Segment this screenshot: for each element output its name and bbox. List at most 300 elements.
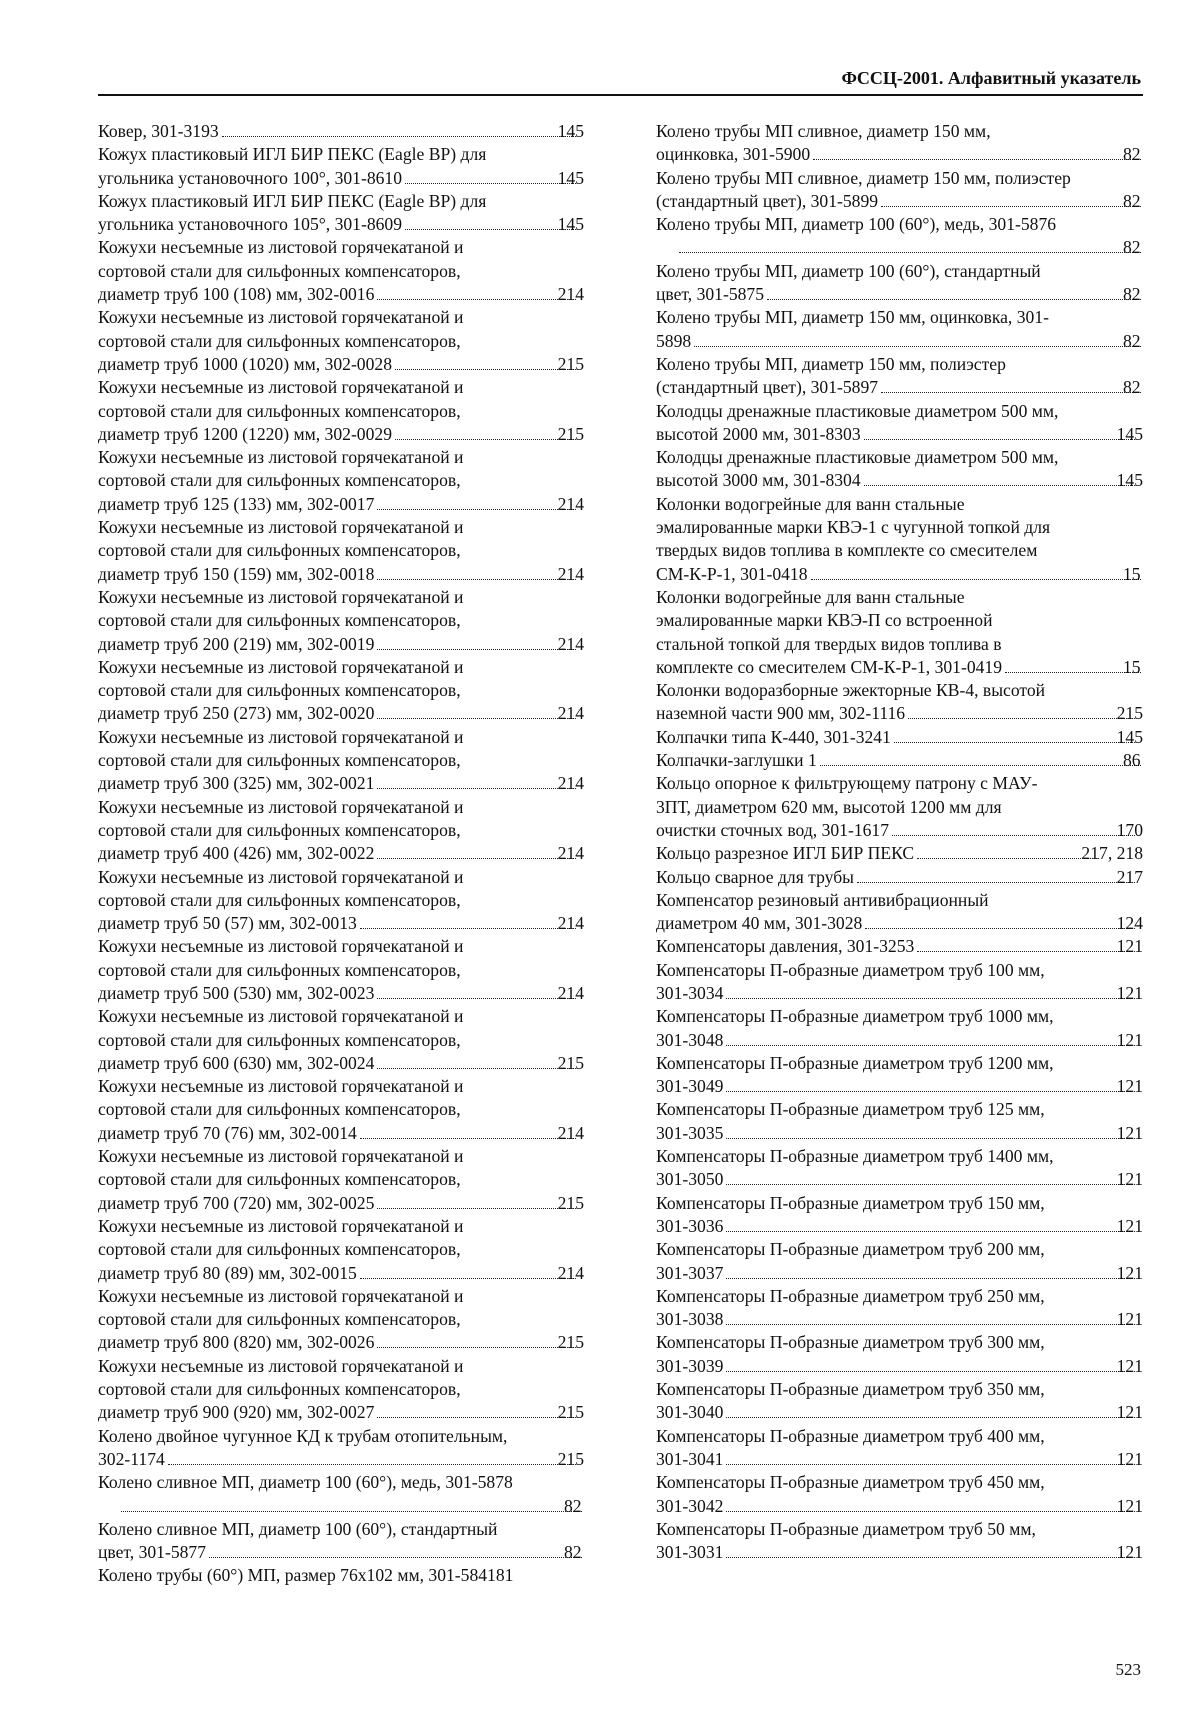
- index-entry: [656, 1285, 1143, 1332]
- entry-page: 121: [1116, 982, 1143, 1003]
- index-column-right: [656, 120, 1143, 1564]
- dot-leader: [864, 485, 1135, 486]
- entry-text: оцинковка, 301-5900: [656, 144, 811, 165]
- entry-line: Компенсаторы П-образные диаметром труб 350 мм,: [656, 1379, 1045, 1400]
- index-entry: [98, 1075, 584, 1145]
- index-entry: [656, 1425, 1143, 1472]
- entry-line: [98, 423, 584, 446]
- entry-text: 302-1174: [98, 1448, 165, 1469]
- entry-line: сортовой стали для сильфонных компенсаторов,: [98, 1379, 461, 1400]
- dot-leader: [726, 1324, 1134, 1325]
- dot-leader: [377, 718, 575, 719]
- dot-leader: [726, 1464, 1134, 1465]
- entry-line: Кожухи несъемные из листовой горячекатаной и: [98, 1076, 464, 1097]
- entry-page: 214: [557, 1262, 584, 1283]
- entry-line: комплекте со смесителем СМ-К-Р-1, 301-0419 15: [676, 656, 1143, 679]
- index-entry: [98, 726, 584, 796]
- dot-leader: [209, 1557, 582, 1558]
- entry-line: Компенсаторы П-образные диаметром труб 400 мм,: [656, 1425, 1045, 1446]
- entry-page: 217: [1116, 866, 1143, 887]
- entry-page: 121: [1116, 1448, 1143, 1469]
- entry-page: 215: [557, 1192, 584, 1213]
- entry-page: 215: [557, 1448, 584, 1469]
- entry-line: сортовой стали для сильфонных компенсаторов,: [98, 889, 461, 910]
- entry-line: Кожухи несъемные из листовой горячекатаной и: [98, 936, 464, 957]
- dot-leader: [377, 299, 575, 300]
- entry-line: Кожух пластиковый ИГЛ БИР ПЕКС (Eagle BP) для: [98, 144, 487, 165]
- index-entry: [98, 376, 584, 446]
- entry-page: 215: [557, 1332, 584, 1353]
- entry-line: Колено трубы МП, диаметр 100 (60°), медь, 301-5876: [656, 214, 1057, 235]
- dot-leader: [917, 858, 1099, 859]
- entry-line: [656, 1122, 1143, 1145]
- index-column-left: [98, 120, 584, 1588]
- entry-line: Кольцо опорное к фильтрующему патрону с МАУ-: [656, 773, 1038, 794]
- entry-line: сортовой стали для сильфонных компенсаторов,: [98, 1309, 461, 1330]
- entry-line: Кожухи несъемные из листовой горячекатаной и: [98, 1006, 464, 1027]
- entry-page: 145: [557, 214, 584, 235]
- entry-page: 214: [557, 493, 584, 514]
- entry-page: 121: [1116, 1402, 1143, 1423]
- entry-line: Колонки водогрейные для ванн стальные: [656, 493, 965, 514]
- entry-line: Компенсаторы П-образные диаметром труб 150 мм,: [656, 1192, 1045, 1213]
- entry-line: СМ-К-Р-1, 301-0418 15: [676, 563, 1143, 586]
- entry-line: [656, 702, 1143, 725]
- entry-text: диаметр труб 1000 (1020) мм, 302-0028: [98, 353, 392, 374]
- dot-leader: [377, 788, 575, 789]
- entry-page: 124: [1116, 913, 1143, 934]
- dot-leader: [377, 1068, 575, 1069]
- dot-leader: [811, 579, 1141, 580]
- entry-line: Компенсаторы П-образные диаметром труб 450 мм,: [656, 1472, 1045, 1493]
- entry-line: Компенсаторы П-образные диаметром труб 250 мм,: [656, 1285, 1045, 1306]
- entry-text: цвет, 301-5875: [656, 284, 765, 305]
- entry-line: [656, 469, 1143, 492]
- entry-line: сортовой стали для сильфонных компенсаторов,: [98, 1239, 461, 1260]
- page-number: 523: [1115, 1660, 1141, 1679]
- index-entry: [656, 1005, 1143, 1052]
- entry-line: эмалированные марки КВЭ-1 с чугунной топкой для: [656, 517, 1051, 538]
- entry-text: диаметром 40 мм, 301-3028: [656, 913, 863, 934]
- page-header: [98, 66, 1143, 96]
- entry-text: угольника установочного 100°, 301-8610: [98, 167, 403, 188]
- entry-line: [656, 726, 1143, 749]
- entry-page: 121: [1116, 1076, 1143, 1097]
- entry-line: [98, 1448, 584, 1471]
- entry-line: [656, 1448, 1143, 1471]
- entry-text: 301-3031: [656, 1542, 724, 1563]
- entry-page: 121: [1116, 936, 1143, 957]
- index-entry: [656, 353, 1143, 400]
- entry-line: (стандартный цвет), 301-5899 82: [676, 190, 1143, 213]
- entry-text: диаметр труб 250 (273) мм, 302-0020: [98, 703, 375, 724]
- entry-text: диаметр труб 80 (89) мм, 302-0015: [98, 1262, 357, 1283]
- index-entry: [98, 586, 584, 656]
- dot-leader: [726, 1184, 1134, 1185]
- index-entry: [98, 796, 584, 866]
- index-entry: [98, 236, 584, 306]
- index-entry: [656, 1052, 1143, 1099]
- dot-leader: [360, 1278, 576, 1279]
- entry-line: Кожухи несъемные из листовой горячекатаной и: [98, 866, 464, 887]
- entry-line: [98, 563, 584, 586]
- entry-text: 301-3040: [656, 1402, 724, 1423]
- index-entry: [656, 400, 1143, 447]
- entry-line: [98, 982, 584, 1005]
- entry-line: [656, 842, 1143, 865]
- entry-line: сортовой стали для сильфонных компенсаторов,: [98, 470, 461, 491]
- entry-text: 301-3036: [656, 1215, 724, 1236]
- dot-leader: [726, 1231, 1134, 1232]
- index-entry: [656, 889, 1143, 936]
- entry-text: диаметр труб 1200 (1220) мм, 302-0029: [98, 423, 392, 444]
- entry-line: Компенсаторы П-образные диаметром труб 50 мм,: [656, 1518, 1036, 1539]
- entry-line: [98, 353, 584, 376]
- entry-line: Кожухи несъемные из листовой горячекатаной и: [98, 517, 464, 538]
- entry-line: Кожухи несъемные из листовой горячекатаной и: [98, 237, 464, 258]
- entry-line: Колено трубы МП, диаметр 150 мм, полиэстер: [656, 353, 1006, 374]
- dot-leader: [121, 1511, 582, 1512]
- index-entry: [656, 866, 1143, 889]
- dot-leader: [726, 1278, 1134, 1279]
- dot-leader: [726, 1045, 1134, 1046]
- entry-line: Колено сливное МП, диаметр 100 (60°), стандартный: [98, 1518, 498, 1539]
- header-title: ФССЦ-2001. Алфавитный указатель: [841, 68, 1141, 88]
- dot-leader: [726, 1417, 1134, 1418]
- index-entry: [656, 446, 1143, 493]
- entry-page: 215: [557, 1052, 584, 1073]
- dot-leader: [813, 159, 1141, 160]
- index-entry: [98, 516, 584, 586]
- entry-line: сортовой стали для сильфонных компенсаторов,: [98, 260, 461, 281]
- entry-text: 301-3037: [656, 1262, 724, 1283]
- entry-page: 214: [557, 773, 584, 794]
- entry-text: диаметр труб 900 (920) мм, 302-0027: [98, 1402, 375, 1423]
- entry-line: Кожухи несъемные из листовой горячекатаной и: [98, 796, 464, 817]
- index-entry: [656, 1098, 1143, 1145]
- dot-leader: [395, 369, 576, 370]
- entry-line: [656, 1075, 1143, 1098]
- entry-text: 301-3042: [656, 1495, 724, 1516]
- entry-line: Колонки водогрейные для ванн стальные: [656, 586, 965, 607]
- dot-leader: [377, 579, 575, 580]
- entry-line: [656, 1495, 1143, 1518]
- entry-line: Кожухи несъемные из листовой горячекатаной и: [98, 1285, 464, 1306]
- index-entry: [98, 120, 584, 143]
- entry-line: Кожух пластиковый ИГЛ БИР ПЕКС (Eagle BP) для: [98, 190, 487, 211]
- entry-line: Колодцы дренажные пластиковые диаметром 500 мм,: [656, 447, 1059, 468]
- entry-text: Колпачки-заглушки 1: [656, 750, 817, 771]
- index-entry: [656, 586, 1143, 679]
- entry-text: 301-3039: [656, 1355, 724, 1376]
- entry-line: сортовой стали для сильфонных компенсаторов,: [98, 750, 461, 771]
- dot-leader: [881, 392, 1141, 393]
- entry-text: Компенсаторы давления, 301-3253: [656, 936, 915, 957]
- dot-leader: [377, 649, 575, 650]
- index-entry: [98, 1518, 584, 1565]
- entry-page: 145: [1116, 423, 1143, 444]
- entry-text: диаметр труб 700 (720) мм, 302-0025: [98, 1192, 375, 1213]
- dot-leader: [726, 1557, 1134, 1558]
- entry-line: [98, 633, 584, 656]
- dot-leader: [917, 951, 1134, 952]
- dot-leader: [865, 928, 1134, 929]
- entry-text: диаметр труб 100 (108) мм, 302-0016: [98, 284, 375, 305]
- entry-line: сортовой стали для сильфонных компенсаторов,: [98, 1099, 461, 1120]
- dot-leader: [377, 1417, 575, 1418]
- dot-leader: [377, 858, 575, 859]
- index-entry: [656, 260, 1143, 307]
- entry-line: [656, 1401, 1143, 1424]
- entry-line: сортовой стали для сильфонных компенсаторов,: [98, 819, 461, 840]
- entry-line: Колено трубы МП сливное, диаметр 150 мм,: [656, 121, 991, 141]
- entry-line: цвет, 301-5875 82: [676, 283, 1143, 306]
- entry-page: 145: [1116, 726, 1143, 747]
- entry-line: [656, 866, 1143, 889]
- entry-line: (стандартный цвет), 301-5897 82: [676, 376, 1143, 399]
- entry-line: эмалированные марки КВЭ-П со встроенной: [656, 610, 993, 631]
- entry-page: 170: [1116, 819, 1143, 840]
- entry-line: Кожухи несъемные из листовой горячекатаной и: [98, 726, 464, 747]
- entry-line: [656, 1029, 1143, 1052]
- entry-line: Компенсаторы П-образные диаметром труб 300 мм,: [656, 1332, 1045, 1353]
- index-entry: [98, 1285, 584, 1355]
- entry-line: [656, 1215, 1143, 1238]
- entry-line: Колено двойное чугунное КД к трубам отопительным,: [98, 1425, 508, 1446]
- entry-page: 214: [557, 703, 584, 724]
- entry-line: Компенсатор резиновый антивибрационный: [656, 889, 989, 910]
- entry-text: 301-3048: [656, 1029, 724, 1050]
- entry-page: 215: [557, 423, 584, 444]
- entry-page: 145: [1116, 470, 1143, 491]
- entry-line: Кожухи несъемные из листовой горячекатаной и: [98, 377, 464, 398]
- index-entry: [656, 1331, 1143, 1378]
- entry-page: 145: [557, 167, 584, 188]
- dot-leader: [726, 1371, 1134, 1372]
- entry-line: Кожухи несъемные из листовой горячекатаной и: [98, 656, 464, 677]
- entry-page: 121: [1116, 1542, 1143, 1563]
- entry-line: [656, 1308, 1143, 1331]
- dot-leader: [726, 1138, 1134, 1139]
- entry-text: Ковер, 301-3193: [98, 121, 219, 141]
- index-entry: [656, 726, 1143, 749]
- entry-line: Колено сливное МП, диаметр 100 (60°), медь, 301-5878: [98, 1472, 513, 1493]
- entry-text: 301-3035: [656, 1122, 724, 1143]
- entry-text: 301-3034: [656, 982, 724, 1003]
- index-entry: [656, 213, 1143, 260]
- entry-page: 121: [1116, 1029, 1143, 1050]
- index-entry: [656, 959, 1143, 1006]
- index-entry: [98, 656, 584, 726]
- dot-leader: [377, 998, 575, 999]
- entry-line: Кожухи несъемные из листовой горячекатаной и: [98, 1215, 464, 1236]
- index-entry: [656, 1471, 1143, 1518]
- dot-leader: [908, 718, 1135, 719]
- dot-leader: [405, 183, 576, 184]
- entry-line: Компенсаторы П-образные диаметром труб 1200 мм,: [656, 1052, 1054, 1073]
- index-entry: [98, 1471, 584, 1518]
- entry-line: [656, 912, 1143, 935]
- entry-page: 214: [557, 982, 584, 1003]
- entry-text: Кольцо разрезное ИГЛ БИР ПЕКС: [656, 843, 915, 864]
- entry-line: [98, 1262, 584, 1285]
- entry-line: Кожухи несъемные из листовой горячекатаной и: [98, 586, 464, 607]
- index-entry: [656, 749, 1143, 772]
- entry-page: 214: [557, 913, 584, 934]
- entry-text: 301-3049: [656, 1076, 724, 1097]
- entry-page: 214: [557, 633, 584, 654]
- entry-text: диаметр труб 400 (426) мм, 302-0022: [98, 843, 375, 864]
- dot-leader: [405, 229, 576, 230]
- entry-text: диаметр труб 800 (820) мм, 302-0026: [98, 1332, 375, 1353]
- entry-line: Кожухи несъемные из листовой горячекатаной и: [98, 447, 464, 468]
- entry-line: [98, 702, 584, 725]
- index-entry: [98, 190, 584, 237]
- entry-page: 121: [1116, 1262, 1143, 1283]
- entry-text: комплекте со смесителем СМ-К-Р-1, 301-0419: [656, 656, 1003, 677]
- entry-text: (стандартный цвет), 301-5897: [656, 377, 879, 398]
- entry-text: диаметр труб 125 (133) мм, 302-0017: [98, 493, 375, 514]
- dot-leader: [726, 1511, 1134, 1512]
- dot-leader: [767, 299, 1141, 300]
- index-entry: [656, 1238, 1143, 1285]
- entry-line: 82: [676, 236, 1143, 259]
- entry-page: 121: [1116, 1495, 1143, 1516]
- entry-page: 217, 218: [1081, 843, 1143, 864]
- entry-text: диаметр труб 70 (76) мм, 302-0014: [98, 1122, 357, 1143]
- entry-line: сортовой стали для сильфонных компенсаторов,: [98, 1169, 461, 1190]
- index-entry: [656, 772, 1143, 842]
- entry-text: Кольцо сварное для трубы: [656, 866, 854, 887]
- dot-leader: [395, 439, 576, 440]
- entry-line: [98, 1331, 584, 1354]
- entry-text: диаметр труб 200 (219) мм, 302-0019: [98, 633, 375, 654]
- entry-text: цвет, 301-5877: [98, 1542, 207, 1563]
- entry-text: 301-3041: [656, 1448, 724, 1469]
- index-entry: [656, 842, 1143, 865]
- index-entry: [98, 1215, 584, 1285]
- entry-line: [656, 423, 1143, 446]
- entry-page: 121: [1116, 1215, 1143, 1236]
- dot-leader: [168, 1464, 576, 1465]
- entry-text: высотой 3000 мм, 301-8304: [656, 470, 861, 491]
- index-entry: [98, 306, 584, 376]
- entry-line: Компенсаторы П-образные диаметром труб 1400 мм,: [656, 1146, 1054, 1167]
- entry-line: Компенсаторы П-образные диаметром труб 200 мм,: [656, 1239, 1045, 1260]
- index-entry: [98, 1355, 584, 1425]
- entry-line: оцинковка, 301-5900 82: [676, 143, 1143, 166]
- index-entry: [656, 1192, 1143, 1239]
- dot-leader: [881, 206, 1141, 207]
- dot-leader: [694, 346, 1141, 347]
- entry-text: 5898: [656, 330, 692, 351]
- index-entry: [98, 1564, 584, 1587]
- entry-line: стальной топкой для твердых видов топлива в: [656, 633, 1002, 654]
- entry-text: высотой 2000 мм, 301-8303: [656, 423, 861, 444]
- dot-leader: [222, 136, 576, 137]
- index-entry: [98, 446, 584, 516]
- entry-page: 145: [557, 121, 584, 141]
- entry-line: Колодцы дренажные пластиковые диаметром 500 мм,: [656, 400, 1059, 421]
- index-entry: [656, 1518, 1143, 1565]
- entry-line: [98, 283, 584, 306]
- index-entry: [98, 866, 584, 936]
- entry-line: Кожухи несъемные из листовой горячекатаной и: [98, 1146, 464, 1167]
- dot-leader: [857, 882, 1135, 883]
- entry-line: [656, 1541, 1143, 1564]
- entry-line: [98, 493, 584, 516]
- entry-line: Компенсаторы П-образные диаметром труб 1000 мм,: [656, 1006, 1054, 1027]
- index-entry: [656, 120, 1143, 167]
- entry-line: [656, 935, 1143, 958]
- entry-line: сортовой стали для сильфонных компенсаторов,: [98, 400, 461, 421]
- index-entry: [98, 1005, 584, 1075]
- entry-line: сортовой стали для сильфонных компенсаторов,: [98, 680, 461, 701]
- entry-text: диаметр труб 300 (325) мм, 302-0021: [98, 773, 375, 794]
- index-entry: [656, 1378, 1143, 1425]
- dot-leader: [820, 765, 1141, 766]
- entry-line: Колено трубы МП, диаметр 150 мм, оцинковка, 301-: [656, 307, 1049, 328]
- entry-page: 215: [557, 1402, 584, 1423]
- entry-page: 214: [557, 563, 584, 584]
- entry-line: сортовой стали для сильфонных компенсаторов,: [98, 959, 461, 980]
- dot-leader: [892, 835, 1135, 836]
- entry-text: диаметр труб 150 (159) мм, 302-0018: [98, 563, 375, 584]
- entry-line: сортовой стали для сильфонных компенсаторов,: [98, 540, 461, 561]
- entry-line: [656, 819, 1143, 842]
- entry-line: [98, 772, 584, 795]
- entry-text: диаметр труб 50 (57) мм, 302-0013: [98, 913, 357, 934]
- dot-leader: [360, 928, 576, 929]
- entry-line: [98, 213, 584, 236]
- entry-line: 82: [118, 1495, 584, 1518]
- entry-text: угольника установочного 105°, 301-8609: [98, 214, 403, 235]
- entry-line: Колонки водоразборные эжекторные КВ-4, высотой: [656, 680, 1046, 701]
- entry-text: наземной части 900 мм, 302-1116: [656, 703, 906, 724]
- entry-page: 121: [1116, 1309, 1143, 1330]
- entry-line: [98, 1401, 584, 1424]
- entry-page: 121: [1116, 1355, 1143, 1376]
- index-entry: [98, 935, 584, 1005]
- entry-line: сортовой стали для сильфонных компенсаторов,: [98, 330, 461, 351]
- entry-page: 121: [1116, 1122, 1143, 1143]
- entry-line: твердых видов топлива в комплекте со смесителем: [656, 540, 1038, 561]
- entry-line: [98, 912, 584, 935]
- dot-leader: [1005, 672, 1141, 673]
- entry-text: диаметр труб 500 (530) мм, 302-0023: [98, 982, 375, 1003]
- entry-page: 215: [557, 353, 584, 374]
- entry-line: Кожухи несъемные из листовой горячекатаной и: [98, 1355, 464, 1376]
- entry-line: Колено трубы МП, диаметр 100 (60°), стандартный: [656, 260, 1041, 281]
- entry-page: 214: [557, 1122, 584, 1143]
- entry-line: [98, 1122, 584, 1145]
- entry-text: 301-3038: [656, 1309, 724, 1330]
- entry-line: Колено трубы (60°) МП, размер 76х102 мм, 301-584181: [98, 1565, 514, 1586]
- index-entry: [98, 1425, 584, 1472]
- entry-line: 3ПТ, диаметром 620 мм, высотой 1200 мм для: [656, 796, 1002, 817]
- index-entry: [656, 306, 1143, 353]
- dot-leader: [726, 998, 1134, 999]
- entry-line: [656, 1168, 1143, 1191]
- entry-line: Компенсаторы П-образные диаметром труб 100 мм,: [656, 959, 1045, 980]
- entry-line: Колено трубы МП сливное, диаметр 150 мм, полиэстер: [656, 167, 1071, 188]
- entry-text: Колпачки типа К-440, 301-3241: [656, 726, 891, 747]
- dot-leader: [377, 1208, 575, 1209]
- dot-leader: [864, 439, 1135, 440]
- entry-text: очистки сточных вод, 301-1617: [656, 819, 890, 840]
- entry-line: [98, 1052, 584, 1075]
- entry-page: 215: [1116, 703, 1143, 724]
